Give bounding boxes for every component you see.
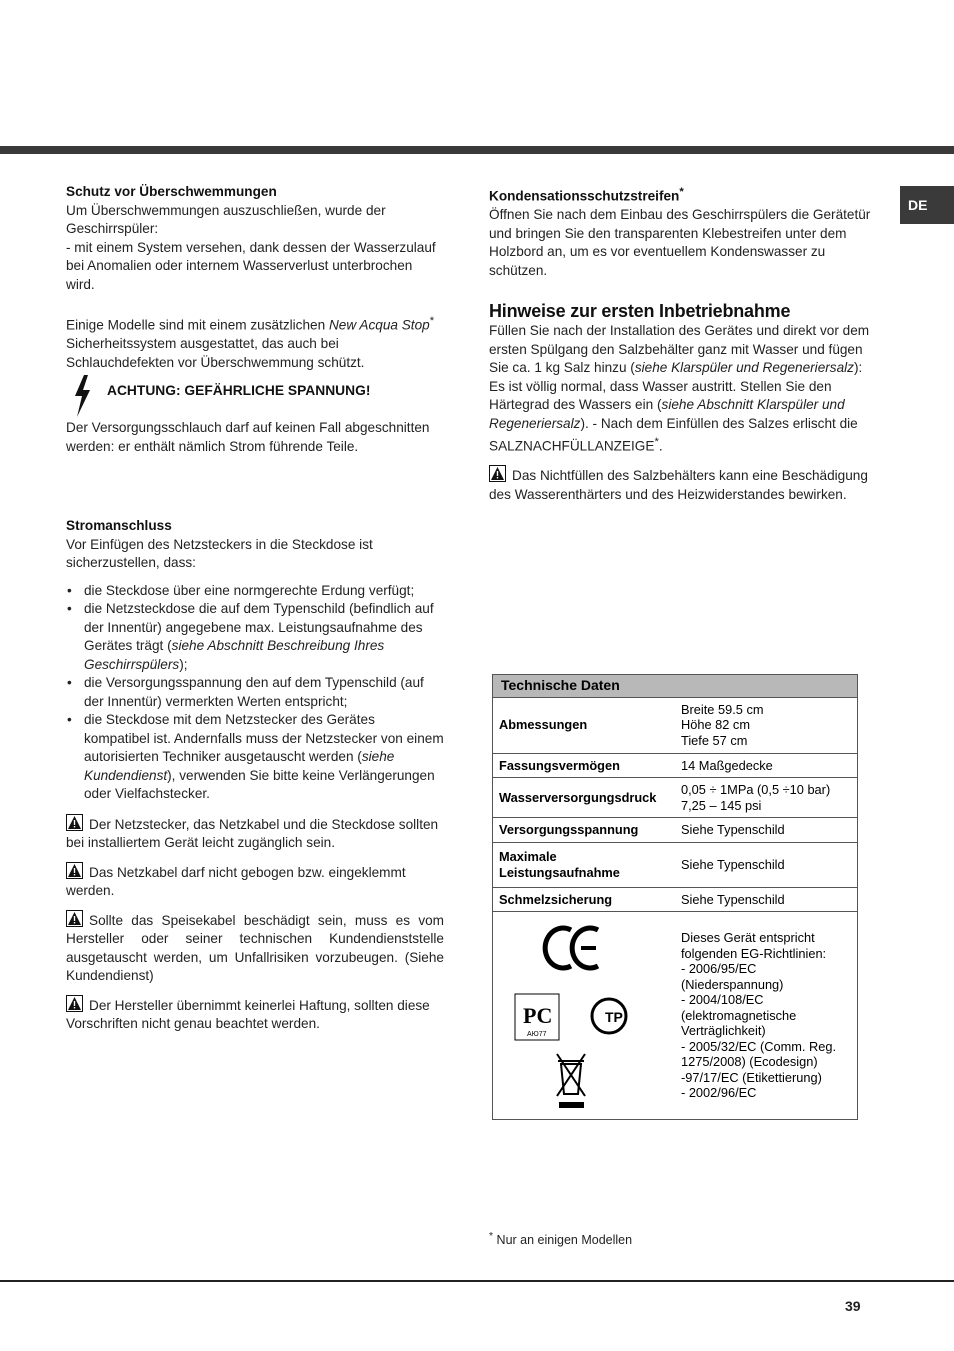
bullet2-italic: siehe Abschnitt Beschreibung Ihres Geschirrspülers [84, 638, 385, 672]
flood-text-3a: Einige Modelle sind mit einem zusätzlichen [66, 317, 326, 333]
danger-text: Der Versorgungsschlauch darf auf keinen Fall abgeschnitten werden: er enthält nämlich Strom führende Teile. [66, 420, 430, 454]
table-row [493, 753, 858, 778]
asterisk: * [679, 186, 684, 198]
condensation-text: Öffnen Sie nach dem Einbau des Geschirrspülers die Gerätetür und bringen Sie den transparenten Klebestreifen unter dem Holzbord an, um es vor eventuellem Kondenswasser zu schützen. [489, 207, 871, 278]
bullet2-a: die Netzsteckdose die auf dem Typenschild (befindlich auf der Innentür) angegebene max. Leistungsaufnahme des Gerätes trägt ( [84, 601, 434, 653]
value-line: 0,05 ÷ 1MPa (0,5 ÷10 bar) [681, 782, 831, 797]
first-use-b: ): Es ist völlig normal, dass Wasser austritt. Stellen Sie den Härtegrad des Wassers ein ( [489, 360, 863, 413]
table-value: Siehe Typenschild [675, 842, 858, 887]
table-row [493, 887, 858, 912]
directive-line: -97/17/EC (Etikettierung) [681, 1069, 822, 1085]
eac-mark-icon [592, 999, 626, 1033]
asterisk: * [489, 1231, 494, 1242]
svg-text:PC: PC [523, 1003, 553, 1028]
flood-text-1: Um Überschwemmungen auszuschließen, wurde der Geschirrspüler: [66, 202, 386, 236]
table-row [493, 912, 858, 1120]
bullet2-b: ); [179, 656, 188, 672]
warning-4 [66, 995, 444, 1034]
left-column [66, 183, 444, 372]
top-bar [0, 146, 954, 154]
first-use-end: . [658, 438, 663, 454]
power-intro: Vor Einfügen des Netzsteckers in die Steckdose ist sicherzustellen, dass: [66, 536, 373, 570]
first-use-italic-2: siehe Abschnitt Klarspüler und Regeneriersalz [489, 397, 845, 431]
warning-1 [66, 814, 444, 853]
asterisk: * [429, 315, 435, 327]
right-column [489, 183, 871, 504]
warning-icon [66, 814, 83, 831]
table-value: 14 Maßgedecke [675, 753, 858, 778]
flood-text-3 [66, 312, 444, 372]
page-number: 39 [845, 1298, 861, 1314]
table-row [493, 842, 858, 887]
warning-icon [66, 995, 83, 1012]
power-section [66, 517, 444, 1034]
table-key: Versorgungsspannung [493, 818, 676, 843]
svg-text:TP: TP [605, 1009, 623, 1025]
table-key: Maximale Leistungsaufnahme [493, 842, 676, 887]
warning-3-text: Sollte das Speisekabel beschädigt sein, muss es vom Hersteller oder seiner technischen Kundendienststelle ausgetauscht werden, um Unfallrisiken vorzubeugen. (Siehe Kundendienst) [66, 912, 444, 983]
bullet4-a: die Steckdose mit dem Netzstecker des Gerätes kompatibel ist. Andernfalls muss der Netzstecker von einem autorisierten Techniker ausgetauscht werden ( [84, 712, 444, 764]
warning-1-text: Der Netzstecker, das Netzkabel und die Steckdose sollten bei installiertem Gerät leicht zugänglich sein. [66, 816, 439, 850]
flood-text-3b: Sicherheitssystem ausgestattet, das auch bei Schlauchdefekten vor Überschwemmung schützt. [66, 336, 365, 370]
ce-mark-icon [545, 928, 598, 968]
first-use-title: Hinweise zur ersten Inbetriebnahme [489, 301, 791, 322]
table-value: Siehe Typenschild [675, 887, 858, 912]
power-list [66, 582, 444, 804]
marks-cell [493, 912, 676, 1120]
table-row [493, 697, 858, 753]
bullet4-b: ), verwenden Sie bitte keine Verlängerungen oder Vielfachstecker. [84, 767, 435, 801]
certification-marks [499, 916, 669, 1111]
table-header: Technische Daten [493, 675, 858, 698]
footnote-text: Nur an einigen Modellen [496, 1233, 633, 1248]
list-item [66, 711, 444, 804]
directive-line: Dieses Gerät entspricht folgenden EG-Richtlinien: [681, 930, 827, 961]
table-key: Fassungsvermögen [493, 753, 676, 778]
warning-icon [66, 910, 83, 927]
table-key: Schmelzsicherung [493, 887, 676, 912]
condensation-title-text: Kondensationsschutzstreifen [489, 188, 680, 204]
warning-2 [66, 862, 444, 901]
language-tab: DE [900, 186, 954, 224]
value-line: Breite 59.5 cm [681, 701, 764, 717]
list-item: • die Steckdose über eine normgerechte Erdung verfügt; [66, 582, 444, 601]
warning-icon [489, 465, 506, 482]
directives-cell [675, 912, 858, 1120]
pct-mark-icon [515, 994, 559, 1040]
table-key: Wasserversorgungsdruck [493, 778, 676, 818]
value-line: Höhe 82 cm [681, 717, 750, 733]
table-value: Siehe Typenschild [675, 818, 858, 843]
tech-data-table [492, 674, 858, 1120]
bullet4-italic: siehe Kundendienst [84, 749, 395, 783]
bottom-rule [0, 1280, 954, 1282]
pct-code: АЮ77 [527, 1031, 547, 1038]
condensation-title [489, 183, 871, 206]
salt-warning-text: Das Nichtfüllen des Salzbehälters kann eine Beschädigung des Wasserenthärters und des Heizwiderstandes bewirken. [489, 468, 868, 502]
danger-title: ACHTUNG: GEFÄHRLICHE SPANNUNG! [107, 383, 371, 398]
table-row [493, 818, 858, 843]
flood-text-2: - mit einem System versehen, dank dessen der Wasserzulauf bei Anomalien oder internem Wasserverlust unterbrochen wird. [66, 239, 436, 292]
warning-icon [66, 862, 83, 879]
flood-title: Schutz vor Überschwemmungen [66, 184, 277, 199]
asterisk: * [654, 436, 659, 449]
directive-line: - 2004/108/EC (elektromagnetische Verträglichkeit) [681, 992, 797, 1038]
first-use-italic-1: siehe Klarspüler und Regeneriersalz [634, 360, 854, 376]
table-value [675, 697, 858, 753]
new-acqua-stop: New Acqua Stop [328, 317, 430, 333]
power-title: Stromanschluss [66, 518, 172, 533]
directive-line: - 2005/32/EC (Comm. Reg. 1275/2008) (Ecodesign) [681, 1038, 837, 1069]
warning-3 [66, 910, 444, 986]
directive-line: - 2006/95/EC (Niederspannung) [681, 961, 784, 992]
table-key: Abmessungen [493, 697, 676, 753]
first-use-text [489, 322, 871, 456]
value-line: Tiefe 57 cm [681, 732, 748, 748]
warning-4-text: Der Hersteller übernimmt keinerlei Haftung, sollten diese Vorschriften nicht genau beachtet werden. [66, 997, 430, 1031]
lightning-bolt-icon [66, 374, 96, 418]
first-use-c: ). - Nach dem Einfüllen des Salzes erlischt die SALZNACHFÜLLANZEIGE [489, 415, 858, 454]
value-line: 7,25 – 145 psi [681, 797, 762, 813]
warning-2-text: Das Netzkabel darf nicht gebogen bzw. eingeklemmt werden. [66, 864, 406, 898]
footnote [489, 1228, 632, 1250]
table-value [675, 778, 858, 818]
first-use-a: Füllen Sie nach der Installation des Gerätes und direkt vor dem ersten Spülgang den Salzbehälter ganz mit Wasser und fügen Sie ca. 1 kg Salz hinzu ( [489, 323, 870, 376]
directive-line: - 2002/96/EC [681, 1085, 757, 1100]
salt-warning [489, 465, 871, 504]
weee-bin-icon [557, 1054, 585, 1108]
list-item [66, 600, 444, 674]
table-row [493, 778, 858, 818]
list-item: • die Versorgungsspannung den auf dem Typenschild (auf der Innentür) vermerkten Werten entspricht; [66, 674, 444, 711]
